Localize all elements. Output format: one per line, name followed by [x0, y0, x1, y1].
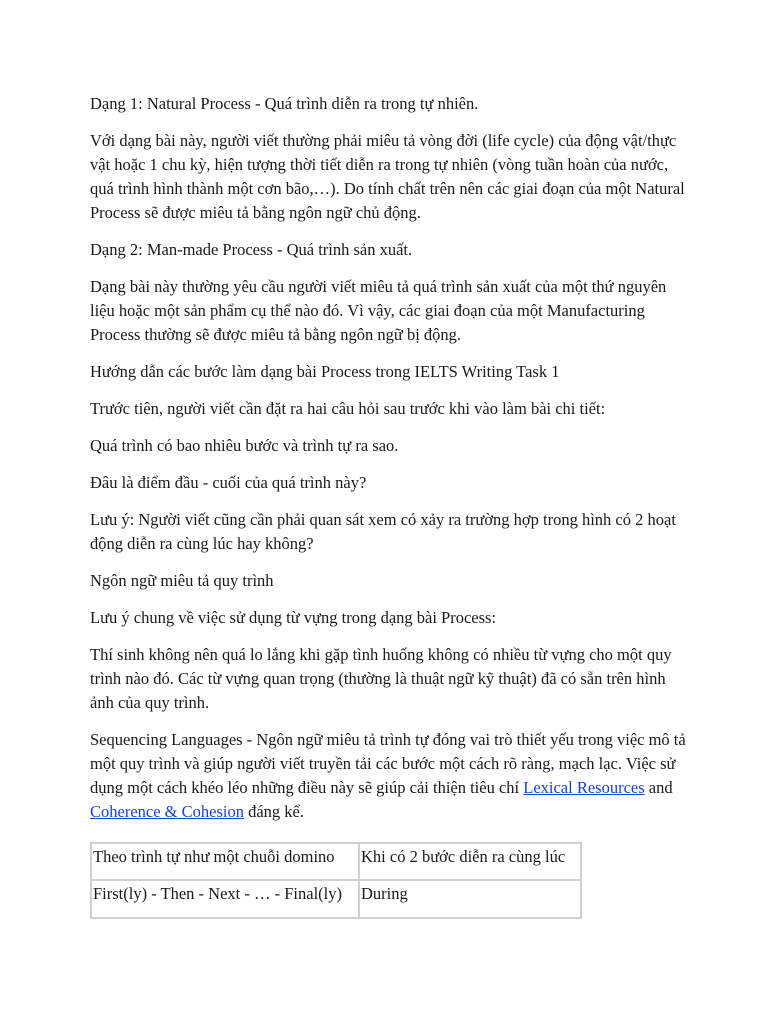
- table-header-cell: Khi có 2 bước diễn ra cùng lúc: [359, 843, 581, 880]
- heading-vocabulary-note: Lưu ý chung về việc sử dụng từ vựng trong dạng bài Process:: [90, 608, 497, 627]
- table-cell: First(ly) - Then - Next - … - Final(ly): [91, 880, 359, 918]
- heading-type-1: Dạng 1: Natural Process - Quá trình diễn ra trong tự nhiên.: [90, 94, 479, 113]
- link-lexical-resources[interactable]: Lexical Resources: [523, 778, 645, 797]
- document-body: [90, 92, 690, 919]
- paragraph-man-made-process: Dạng bài này thường yêu cầu người viết miêu tả quá trình sản xuất của một thứ nguyên liệu hoặc một sản phẩm cụ thể nào đó. Vì vậy, các giai đoạn của một Manufacturing Process thường sẽ được miêu tả bằng ngôn ngữ bị động.: [90, 277, 667, 344]
- heading-type-2: Dạng 2: Man-made Process - Quá trình sản xuất.: [90, 240, 413, 259]
- table-cell: During: [359, 880, 581, 918]
- question-start-end: Đâu là điểm đầu - cuối của quá trình này?: [90, 473, 367, 492]
- paragraph-sequencing: [90, 728, 690, 824]
- heading-language: Ngôn ngữ miêu tả quy trình: [90, 571, 274, 590]
- link-coherence-cohesion[interactable]: Coherence & Cohesion: [90, 802, 244, 821]
- sequencing-table: [90, 842, 582, 919]
- paragraph-natural-process: Với dạng bài này, người viết thường phải miêu tả vòng đời (life cycle) của động vật/thực vật hoặc 1 chu kỳ, hiện tượng thời tiết diễn ra trong tự nhiên (vòng tuần hoàn của nước, quá trình hình thành một cơn bão,…). Do tính chất trên nên các giai đoạn của một Natural Process sẽ được miêu tả bằng ngôn ngữ chủ động.: [90, 131, 685, 222]
- paragraph-first-step: Trước tiên, người viết cần đặt ra hai câu hỏi sau trước khi vào làm bài chi tiết:: [90, 399, 606, 418]
- heading-guide: Hướng dẫn các bước làm dạng bài Process trong IELTS Writing Task 1: [90, 362, 560, 381]
- sequencing-intro: Sequencing Languages - Ngôn ngữ miêu tả trình tự đóng vai trò thiết yếu trong việc mô tả một quy trình và giúp người viết truyền tải các bước một cách rõ ràng, mạch lạc. Việc sử dụng một cách khéo léo những điều này sẽ giúp cải thiện tiêu chí: [90, 730, 686, 797]
- table-header-cell: Theo trình tự như một chuỗi domino: [91, 843, 359, 880]
- sequencing-outro: đáng kể.: [243, 802, 304, 821]
- note-simultaneous: Lưu ý: Người viết cũng cần phải quan sát xem có xảy ra trường hợp trong hình có 2 hoạt động diễn ra cùng lúc hay không?: [90, 510, 676, 553]
- paragraph-vocabulary: Thí sinh không nên quá lo lắng khi gặp tình huống không có nhiều từ vựng cho một quy trình nào đó. Các từ vựng quan trọng (thường là thuật ngữ kỹ thuật) đã có sẵn trên hình ảnh của quy trình.: [90, 645, 672, 712]
- question-steps: Quá trình có bao nhiêu bước và trình tự ra sao.: [90, 436, 399, 455]
- table-row: [91, 880, 581, 918]
- table-header-row: [91, 843, 581, 880]
- sequencing-and: and: [644, 778, 673, 797]
